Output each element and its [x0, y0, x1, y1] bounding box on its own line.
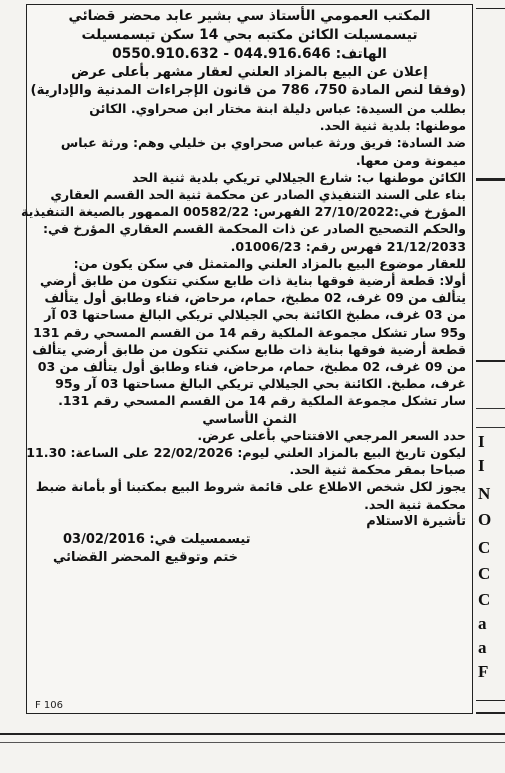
residence-text: شارع الجيلالي تريكي بلدية ثنية الحد [132, 169, 353, 185]
basis-line-1: بناء على السند التنفيذي الصادر عن محكمة ثنية الحد القسم العقاري [50, 187, 466, 203]
fragment-letter: I [478, 432, 485, 451]
fragment-letter: C [478, 590, 491, 609]
office-address: تيسمسيلت الكائن مكتبه بحي 14 سكن تيسمسيلت [81, 27, 418, 43]
property-line-7: غرف، مطبخ. الكائنة بحي الجيلالي تريكي البالغ مساحتها 03 آر و95 [55, 376, 466, 392]
fragment-letter: O [478, 510, 492, 529]
fragment-letter: a [478, 614, 487, 633]
inspection-line-2: محكمة ثنية الحد. [364, 496, 466, 512]
column-rule [476, 178, 505, 181]
notice-code: F 106 [35, 700, 64, 711]
page-divider [0, 742, 505, 743]
basis-line-3: والحكم التصحيح الصادر عن ذات المحكمة القسم العقاري المؤرخ في: [42, 221, 466, 237]
notice-title: إعلان عن البيع بالمزاد العلني لعقار مشهر بأعلى عرض [71, 65, 428, 80]
column-box [476, 408, 505, 428]
column-rule [476, 712, 505, 714]
property-line-5: قطعة أرضية فوقها بناية ذات طابع سكني تتكون من طابق أرضي يتألف [32, 341, 466, 357]
fragment-letter: I [478, 456, 485, 475]
requester-line [33, 100, 466, 117]
against-text: فريق ورثة عباس صحراوي بن خليلي وهم: ورثة عباس [60, 135, 393, 151]
fragment-letter: F [478, 662, 489, 681]
office-phone: الهاتف: 044.916.646 - 0550.910.632 [112, 46, 387, 62]
property-line-1: أولا: قطعة أرضية فوقها بناية ذات طابع سكني تتكون من طابق أرضي [39, 273, 466, 289]
against-line [33, 134, 466, 151]
property-line-6: من 09 غرف، 02 مطبخ، حمام، مرحاض، فناء وطابق أول يتألف من 03 [37, 359, 466, 375]
property-line-8: سار تشكل مجموعة الملكية رقم 14 من القسم المسحي رقم 131. [58, 393, 466, 409]
fragment-letter: C [478, 564, 491, 583]
adjacent-column-fragment [476, 0, 505, 773]
column-rule [476, 700, 505, 701]
page-divider [0, 733, 505, 735]
auction-notice [20, 4, 473, 714]
column-rule [476, 8, 505, 9]
property-heading: للعقار موضوع البيع بالمزاد العلني والمتمثل في سكن يكون من: [73, 255, 466, 271]
property-line-4: و95 سار تشكل مجموعة الملكية رقم 14 من القسم المسحي رقم 131 [33, 324, 466, 340]
receipt-label: تأشيرة الاستلام [366, 513, 466, 529]
price-line: حدد السعر المرجعي الافتتاحي بأعلى عرض. [197, 427, 466, 443]
notice-body [20, 5, 472, 567]
fragment-letter: a [478, 638, 487, 657]
inspection-line-1: يجوز لكل شخص الاطلاع على قائمة شروط البيع بمكتبنا أو بأمانة ضبط [35, 479, 466, 495]
city-date: تيسمسيلت في: 03/02/2016 [63, 531, 251, 547]
fragment-letter: N [478, 484, 491, 503]
sale-date-line: ليكون تاريخ البيع بالمزاد العلني ليوم: 22/02/2026 على الساعة: 11.30 [26, 445, 466, 461]
basis-line-4: 21/12/2033 فهرس رقم: 01006/23. [230, 238, 466, 254]
office-name: المكتب العمومي الأستاذ سي بشير عابد محضر قضائي [68, 8, 431, 24]
property-line-2: يتألف من 09 غرف، 02 مطبخ، حمام، مرحاض، فناء وطابق أول يتألف [44, 290, 466, 306]
against-label: ضد السادة: [396, 135, 466, 151]
basis-line-2: المؤرخ في:27/10/2022 الفهرس: 00582/22 الممهور بالصيغة التنفيذية [20, 204, 466, 220]
bailiff-signature-line: ختم وتوقيع المحضر القضائي [53, 549, 238, 565]
requester-label: بطلب من السيدة: [355, 101, 466, 116]
against-line-2: ميمونة ومن معها. [355, 152, 466, 168]
requester-text: عباس دليلة ابنة مختار ابن صحراوي. الكائن [89, 101, 352, 116]
price-heading: الثمن الأساسي [202, 410, 297, 426]
notice-legal-reference: (وفقا لنص المادة 750، 786 من قانون الإجراءات المدنية والإدارية) [30, 83, 466, 98]
column-rule [476, 360, 505, 362]
residence-label: الكائن موطنها ب: [356, 169, 466, 185]
fragment-letter: C [478, 538, 491, 557]
sale-place-line: صباحا بمقر محكمة ثنية الحد. [289, 462, 466, 478]
property-line-3: من 03 غرف، مطبخ الكائنة بحي الجيلالي تريكي البالغ مساحتها 03 آر [44, 307, 466, 323]
residence-line [33, 169, 466, 186]
requester-line-2: موطنها: بلدية ثنية الحد. [319, 118, 466, 134]
